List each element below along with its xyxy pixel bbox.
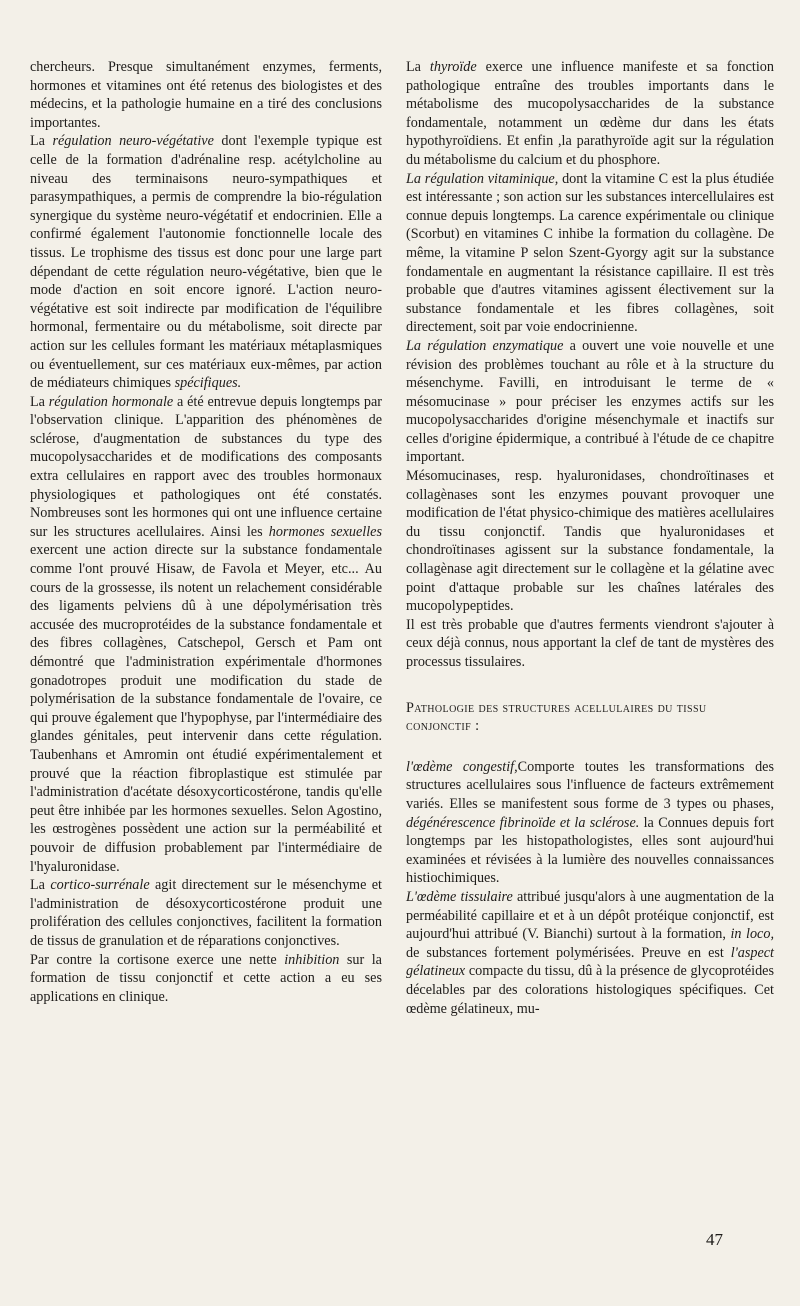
paragraph [406, 170, 774, 337]
paragraph [30, 951, 382, 1007]
italic-term: cortico-surrénale [50, 877, 150, 894]
paragraph-text: Connues depuis fort longtemps par les histopathologistes, elles sont aujourd'hui examinées et révisées à la lumière des nouvelles connaissances histiochimiques. [406, 814, 775, 887]
paragraph-text: a été entrevue depuis longtemps par l'observation clinique. L'apparition des phénomènes de sclérose, d'augmentation de substances du type des mucopolysaccharides et de modifications des composants extra cellulaires en rapport avec des troubles hormonaux physiologiques et pathologiques ont été constatés. Nombreuses sont les hormones qui ont une influence certaine sur les structures acellulaires. Ainsi les [30, 393, 382, 540]
paragraph [406, 467, 774, 616]
right-column-paragraphs [406, 58, 774, 672]
italic-term: La régulation enzymatique [406, 337, 564, 354]
paragraph [406, 888, 774, 1018]
italic-term: hormones sexuelles [268, 523, 382, 540]
italic-term: thyroïde [429, 59, 477, 75]
paragraph [30, 132, 382, 392]
italic-term: inhibition [284, 951, 340, 968]
paragraph-text: a ouvert une voie nouvelle et une révision des problèmes touchant au rôle et à la structure du mésenchyme. Favilli, en introduisant le terme de « mésomucinase » pour préciser les enzymes actifs sur les mucopolysaccharides d'origine mésenchymale et inactifs sur celles d'origine épidermique, a contribué à l'étude de ce chapitre important. [406, 337, 775, 466]
italic-term: La régulation vitaminique, [406, 170, 559, 187]
paragraph-text: de substances fortement polymérisées. Preuve en est [406, 944, 731, 961]
paragraph-text: dont l'exemple typique est celle de la formation d'adrénaline resp. acétylcholine au niveau des terminaisons neuro-sympathiques et parasympathiques, a permis de comprendre la bio-régulation synergique du système neuro-végétatif et endocrinien. Elle a confirmé également l'autonomie fonctionnelle locale des tissus. Le trophisme des tissus est donc pour une large part dépendant de cette régulation neuro-végétative, bien que le mode d'action en soit encore ignoré. L'action neuro-végétative est soit indirecte par modification de l'équilibre hormonal, fermentaire ou du métabolisme, soit directe par action sur les cellules formant les matériaux métaplasmiques ou éventuellement, sur ces matériaux eux-mêmes, par action de médiateurs chimiques [30, 133, 382, 392]
italic-term: régulation hormonale [48, 393, 174, 410]
paragraph [406, 758, 774, 888]
paragraph [30, 58, 382, 132]
italic-term: l'aspect gélatineux [406, 944, 774, 980]
paragraph-text: Comporte toutes les transformations des structures acellulaires sous l'influence de facteurs extrêmement variés. Elles se manifestent sous forme de 3 types ou phases, [406, 758, 774, 812]
paragraph-text: la [639, 814, 659, 831]
paragraph-text: La [30, 393, 49, 410]
paragraph-text: exerce une influence manifeste et sa fonction pathologique entraîne des troubles importants dans le métabolisme des mucopolysaccharides de la substance fondamentale, notamment un œdème dur dans les états hypothyroïdiens. Et enfin ,la parathyroïde agit sur la régulation du métabolisme du calcium et du phosphore. [406, 59, 774, 168]
paragraph-text: chercheurs. Presque simultanément enzymes, ferments, hormones et vitamines ont été retenus des biologistes et des médecins, et la pathologie humaine en a tiré des conclusions importantes. [30, 59, 382, 131]
paragraph-text: dont la vitamine C est la plus étudiée est intéressante ; son action sur les substances intercellulaires est connue depuis longtemps. La carence expérimentale ou clinique (Scorbut) en vitamines C inhibe la formation du collagène. De même, la vitamine P selon Szent-Gyorgy agit sur la substance fondamentale en augmentant la résistance capillaire. Il est très probable que d'autres vitamines agissent électivement sur la substance fondamentale et les fibres collagènes, soit directement, soit par voie endocrinienne. [406, 170, 774, 336]
paragraph [406, 58, 774, 170]
italic-term: régulation neuro-végétative [52, 133, 214, 150]
left-column [30, 58, 382, 1018]
paragraph-text: La [30, 133, 53, 150]
italic-term: in loco, [730, 926, 774, 943]
paragraph [406, 337, 774, 467]
italic-term: dégénérescence fibrinoïde et la sclérose. [406, 814, 640, 831]
paragraph-text: attribué jusqu'alors à une augmentation de la perméabilité capillaire et et à un dépôt protéique conjonctif, est aujourd'hui attribué (V. Bianchi) surtout à la formation, [406, 888, 774, 943]
paragraph-text: Il est très probable que d'autres ferments viendront s'ajouter à ceux déjà connus, nous apportant la clef de tant de mystères des processus tissulaires. [406, 616, 774, 670]
paragraph [30, 876, 382, 950]
italic-term: l'œdème congestif, [406, 758, 518, 775]
italic-term: spécifiques. [174, 375, 242, 392]
paragraph-text: compacte du tissu, dû à la présence de glycoprotéides décelables par des colorations histologiques spécifiques. Cet œdème gélatineux, mu- [406, 963, 774, 1017]
two-column-body [30, 58, 774, 1018]
paragraph-text: La [30, 877, 51, 894]
right-column-paragraphs-after [406, 758, 774, 1018]
paragraph-text: exercent une action directe sur la substance fondamentale comme l'ont prouvé Hisaw, de Favola et Meyer, etc... Au cours de la grossesse, ils notent un relachement considérable des ligaments pelviens dû à une dépolymérisation très accusée des mucroprotéides de la substance fondamentale et des fibres collagènes, Catschepol, Gersch et Pam ont démontré que l'administration expérimentale d'hormones gonadotropes produit une modification du stade de polymérisation de la substance fondamentale de l'ovaire, ce qui prouve également que l'hypophyse, par l'intermédiaire des glandes génitales, peut intervenir dans cette régulation. Taubenhans et Amromin ont étudié expérimentalement et prouvé que la réaction fibroplastique est stimulée par l'administration d'acétate désoxycorticostérone, tandis qu'elle peut être inhibée par les hormones sexuelles. Selon Agostino, les œstrogènes possèdent une action sur la perméabilité et pouvoir de diffusion probablement par l'intermédiaire de l'hyaluronidase. [30, 542, 382, 875]
paragraph [406, 616, 774, 672]
paragraph-text: sur la formation de tissu conjonctif et cette action a eu ses applications en clinique. [30, 951, 382, 1005]
paragraph-text: Par contre la cortisone exerce une nette [30, 951, 285, 968]
right-column [406, 58, 774, 1018]
paragraph-text: agit directement sur le mésenchyme et l'administration de désoxycorticostérone produit une prolifération des cellules conjonctives, facilitent la formation de tissus de granulation et de réparations conjonctives. [30, 877, 382, 949]
paragraph-text: Mésomucinases, resp. hyaluronidases, chondroïtinases et collagènases sont les enzymes pouvant provoquer une modification de l'état physico-chimique des matières acellulaires du tissu conjonctif. Tandis que hyaluronidases et chondroïtinases agissent sur la substance fondamentale, la collagènase agit directement sur le collagène et la gélatine avec point d'attaque probable sur les chaînes latérales des mucopolypeptides. [406, 468, 774, 615]
italic-term: L'œdème tissulaire [406, 888, 513, 905]
paragraph-text: La [406, 59, 430, 75]
page-number: 47 [706, 1230, 723, 1249]
section-heading: Pathologie des structures acellulaires du tissu conjonctif : [406, 699, 707, 735]
paragraph [30, 393, 382, 876]
